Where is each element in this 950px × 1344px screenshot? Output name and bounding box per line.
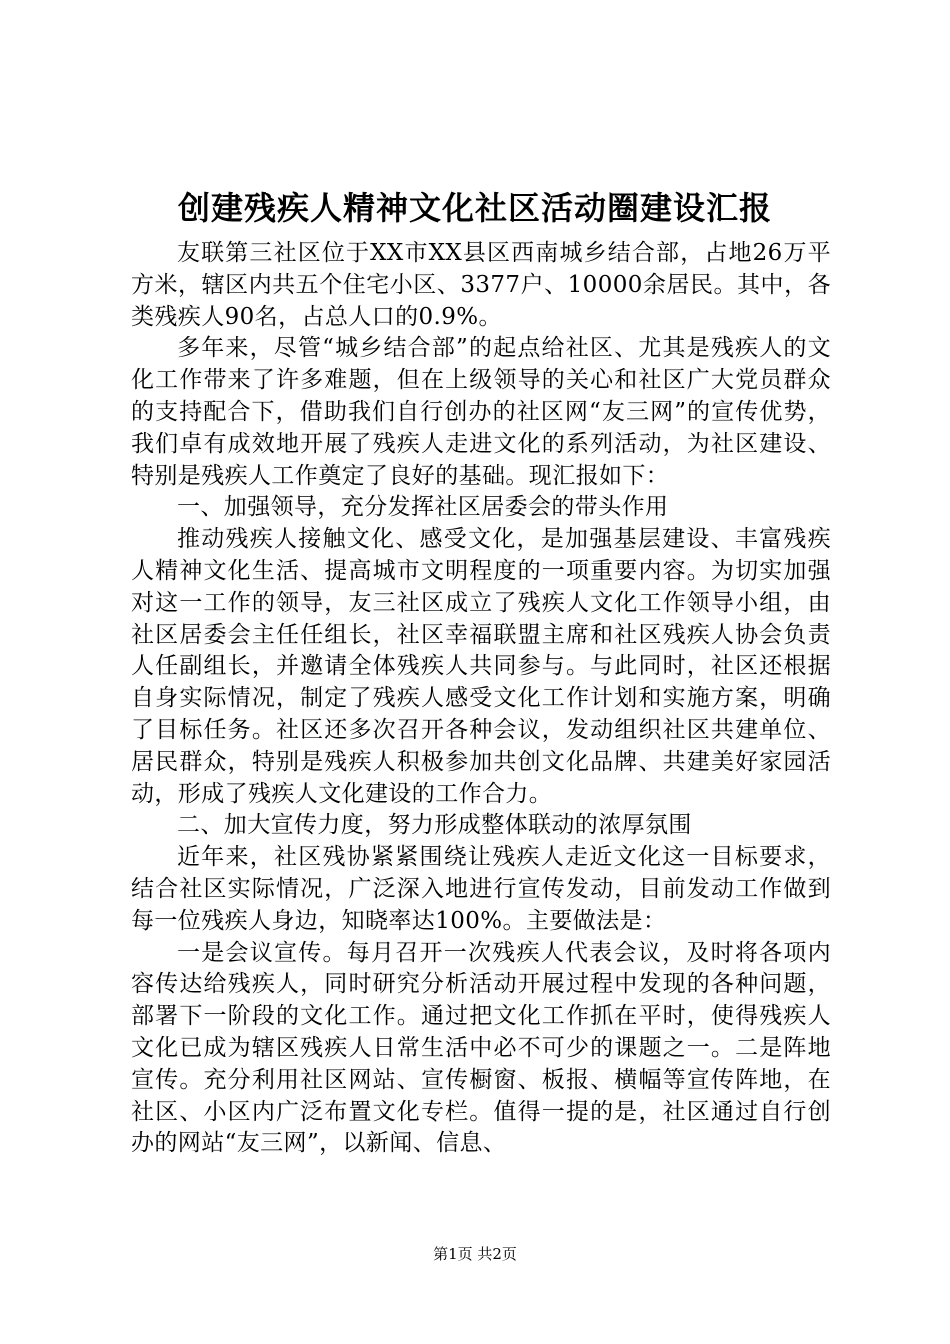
paragraph-publicity: 近年来，社区残协紧紧围绕让残疾人走近文化这一目标要求，结合社区实际情况，广泛深入地进行宣传发动，目前发动工作做到每一位残疾人身边，知晓率达100%。主要做法是： [131, 844, 831, 934]
document-title: 创建残疾人精神文化社区活动圈建设汇报 [177, 189, 772, 227]
page-number-footer: 第1页 共2页 [433, 1245, 517, 1263]
paragraph-leadership: 推动残疾人接触文化、感受文化，是加强基层建设、丰富残疾人精神文化生活、提高城市文明程度的一项重要内容。为切实加强对这一工作的领导，友三社区成立了残疾人文化工作领导小组，由社区居委会主任任组长，社区幸福联盟主席和社区残疾人协会负责人任副组长，并邀请全体残疾人共同参与。与此同时，社区还根据自身实际情况，制定了残疾人感受文化工作计划和实施方案，明确了目标任务。社区还多次召开各种会议，发动组织社区共建单位、居民群众，特别是残疾人积极参加共创文化品牌、共建美好家园活动，形成了残疾人文化建设的工作合力。 [131, 526, 831, 807]
section-heading-1: 一、加强领导，充分发挥社区居委会的带头作用 [177, 494, 669, 521]
paragraph-methods: 一是会议宣传。每月召开一次残疾人代表会议，及时将各项内容传达给残疾人，同时研究分析活动开展过程中发现的各种问题，部署下一阶段的文化工作。通过把文化工作抓在平时，使得残疾人文化已成为辖区残疾人日常生活中必不可少的课题之一。二是阵地宣传。充分利用社区网站、宣传橱窗、板报、横幅等宣传阵地，在社区、小区内广泛布置文化专栏。值得一提的是，社区通过自行创办的网站“友三网”，以新闻、信息、 [131, 939, 831, 1157]
document-body [131, 238, 831, 1160]
section-heading-2: 二、加大宣传力度，努力形成整体联动的浓厚氛围 [177, 812, 692, 839]
paragraph-intro: 友联第三社区位于XX市XX县区西南城乡结合部，占地26万平方米，辖区内共五个住宅小区、3377户、10000余居民。其中，各类残疾人90名，占总人口的0.9%。 [131, 240, 831, 330]
paragraph-overview: 多年来，尽管“城乡结合部”的起点给社区、尤其是残疾人的文化工作带来了许多难题，但在上级领导的关心和社区广大党员群众的支持配合下，借助我们自行创办的社区网“友三网”的宣传优势，我们卓有成效地开展了残疾人走进文化的系列活动，为社区建设、特别是残疾人工作奠定了良好的基础。现汇报如下： [131, 335, 831, 489]
